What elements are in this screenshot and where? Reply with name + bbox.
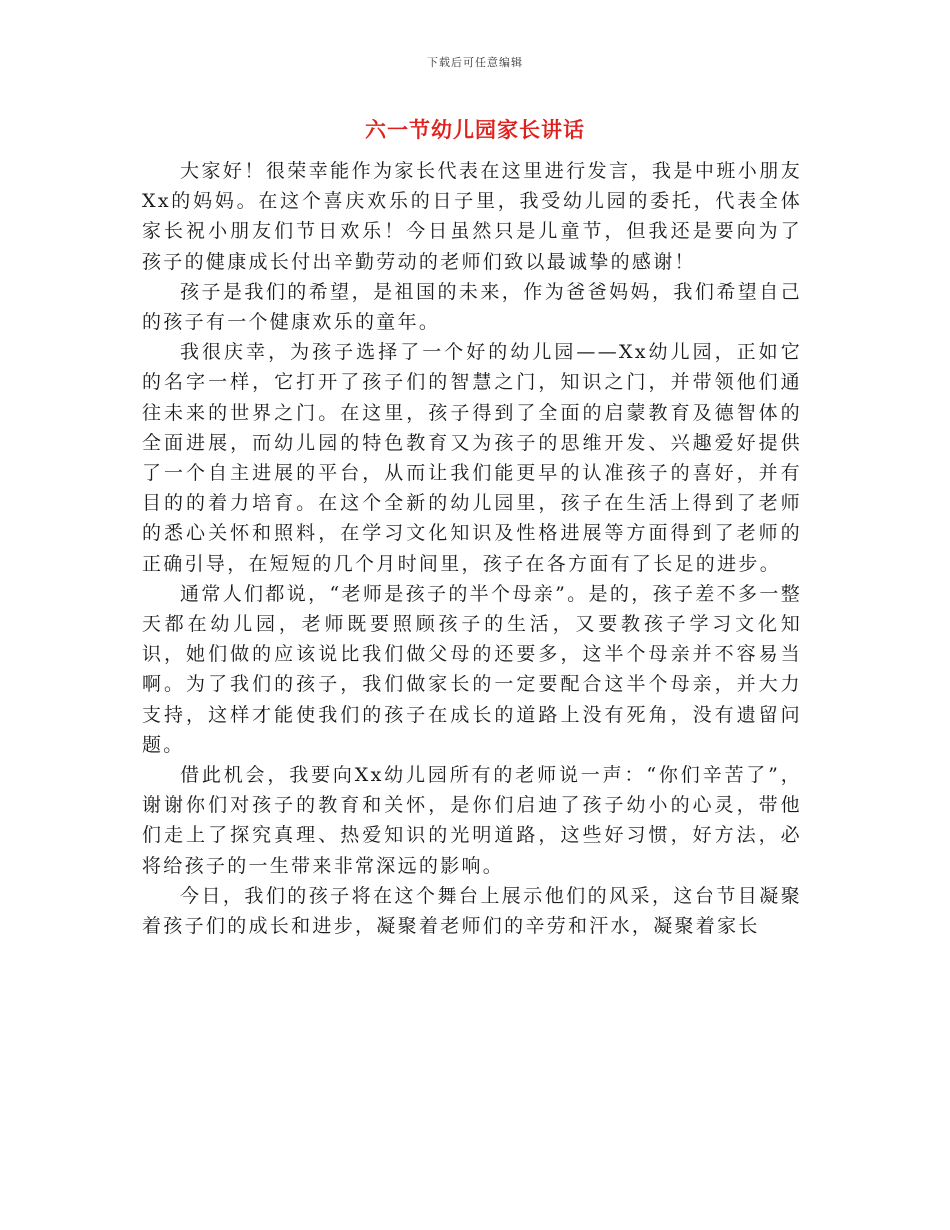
document-title: 六一节幼儿园家长讲话 xyxy=(365,117,585,142)
paragraph-5: 借此机会，我要向Xx幼儿园所有的老师说一声：“你们辛苦了”，谢谢你们对孩子的教育和关怀，是你们启迪了孩子幼小的心灵，带他们走上了探究真理、热爱知识的光明道路，这些好习惯，好方法，必将给孩子的一生带来非常深远的影响。 xyxy=(142,764,802,877)
paragraph-2: 孩子是我们的希望，是祖国的未来，作为爸爸妈妈，我们希望自己的孩子有一个健康欢乐的童年。 xyxy=(142,280,802,334)
paragraph-4: 通常人们都说，“老师是孩子的半个母亲”。是的，孩子差不多一整天都在幼儿园，老师既要照顾孩子的生活，又要教孩子学习文化知识，她们做的应该说比我们做父母的还要多，这半个母亲并不容易当啊。为了我们的孩子，我们做家长的一定要配合这半个母亲，并大力支持，这样才能使我们的孩子在成长的道路上没有死角，没有遗留问题。 xyxy=(142,582,802,756)
paragraph-1: 大家好！很荣幸能作为家长代表在这里进行发言，我是中班小朋友Xx的妈妈。在这个喜庆欢乐的日子里，我受幼儿园的委托，代表全体家长祝小朋友们节日欢乐！今日虽然只是儿童节，但我还是要向为了孩子的健康成长付出辛勤劳动的老师们致以最诚挚的感谢！ xyxy=(142,160,802,273)
document-body xyxy=(142,156,802,941)
paragraph-3: 我很庆幸，为孩子选择了一个好的幼儿园——Xx幼儿园，正如它的名字一样，它打开了孩子们的智慧之门，知识之门，并带领他们通往未来的世界之门。在这里，孩子得到了全面的启蒙教育及德智体的全面进展，而幼儿园的特色教育又为孩子的思维开发、兴趣爱好提供了一个自主进展的平台，从而让我们能更早的认准孩子的喜好，并有目的的着力培育。在这个全新的幼儿园里，孩子在生活上得到了老师的悉心关怀和照料，在学习文化知识及性格进展等方面得到了老师的正确引导，在短短的几个月时间里，孩子在各方面有了长足的进步。 xyxy=(142,341,802,575)
paragraph-6: 今日，我们的孩子将在这个舞台上展示他们的风采，这台节目凝聚着孩子们的成长和进步，凝聚着老师们的辛劳和汗水，凝聚着家长 xyxy=(142,884,802,938)
page-header-note: 下载后可任意编辑 xyxy=(427,56,523,69)
